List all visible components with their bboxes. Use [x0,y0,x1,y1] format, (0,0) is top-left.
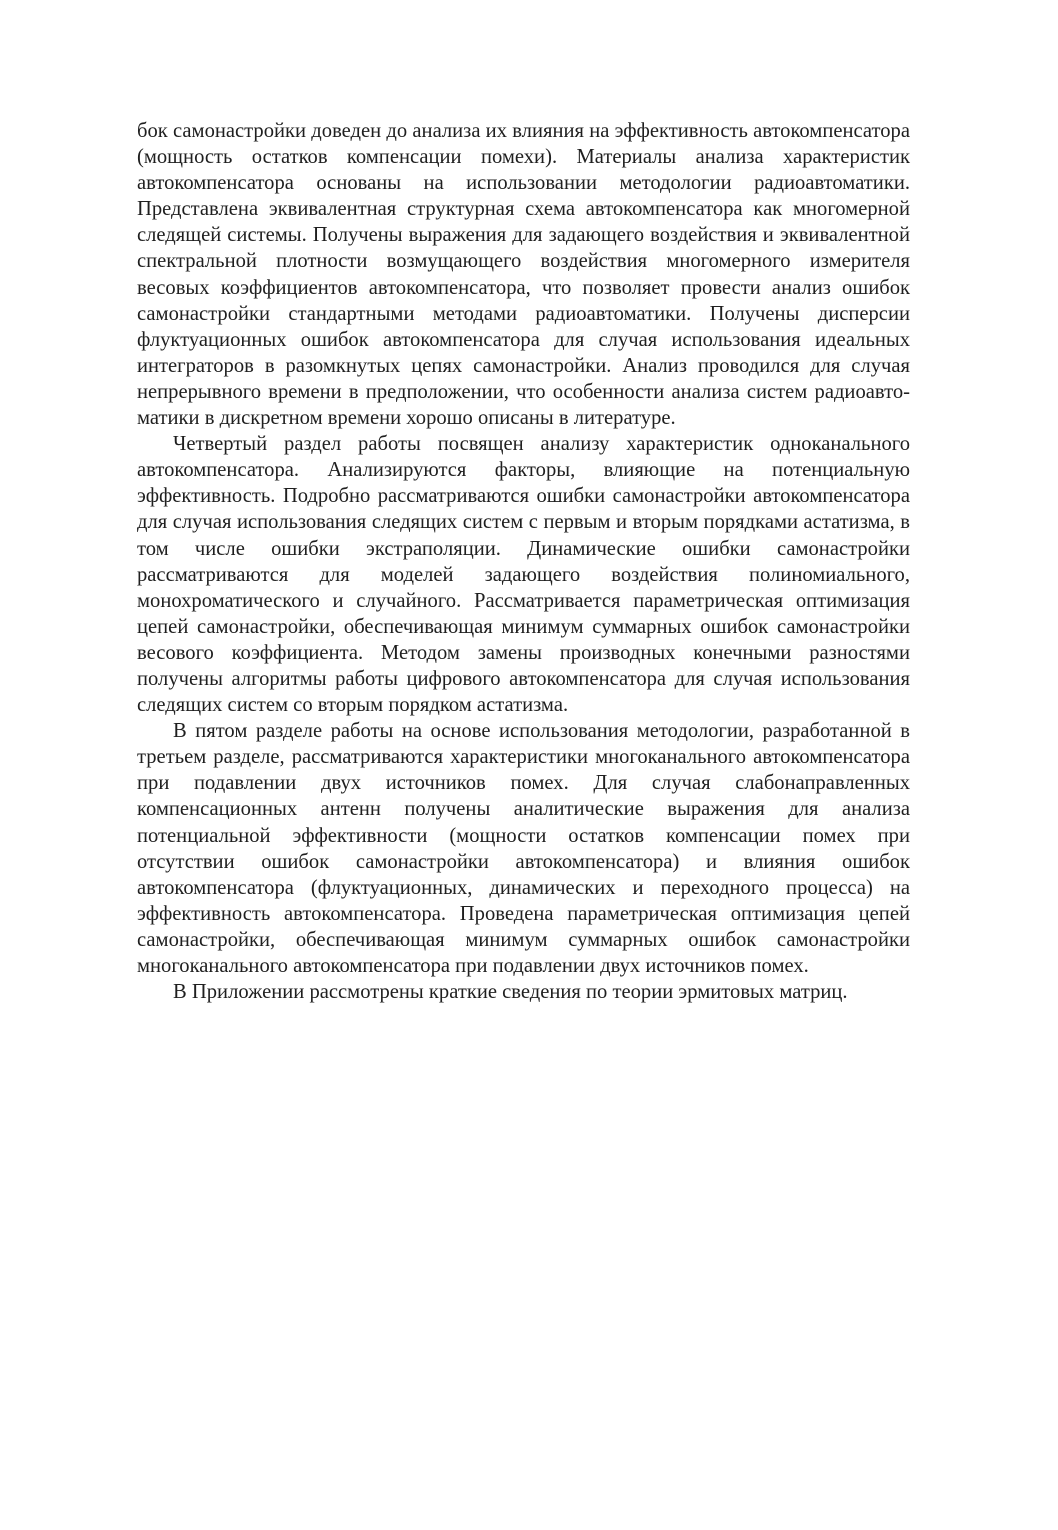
paragraph-continued: бок самонастройки доведен до анализа их влияния на эффективность автокомпенсатора (мощность остатков компенсации помехи). Материалы анализа характеристик автокомпенсатора основаны на использовании методологии радиоавтоматики. Представлена эквивалентная структурная схема автокомпенсатора как многомерной следящей системы. Получены выражения для задающего воздействия и эквивалентной спектральной плотности возмущающего воздействия многомерного измерителя весовых коэффициентов автокомпенсатора, что позволяет провести анализ ошибок самонастройки стандартными методами радиоавтоматики. Получены дисперсии флуктуационных ошибок автокомпенсатора для случая использования идеальных интеграторов в разомкнутых цепях самонастройки. Анализ проводился для случая непрерывного времени в предположении, что особенности анализа систем радиоавтоматики в дискретном времени хорошо описаны в литературе. [137,120,910,430]
paragraph-appendix: В Приложении рассмотрены краткие сведения по теории эрмитовых матриц. [173,981,848,1004]
body-text [137,118,910,1005]
paragraph-section-four: Четвертый раздел работы посвящен анализу характеристик одноканального автокомпенсатора. Анализируются факторы, влияющие на потенциальную эффективность. Подробно рассматриваются ошибки самонастройки автокомпенсатора для случая использования следящих систем с первым и вторым порядками астатизма, в том числе ошибки экстраполяции. Динамические ошибки самонастройки рассматриваются для моделей задающего воздействия полиномиального, монохроматического и случайного. Рассматривается параметрическая оптимизация цепей самонастройки, обеспечивающая минимум суммарных ошибок самонастройки весового коэффициента. Методом замены производных конечными разностями получены алгоритмы работы цифрового автокомпенсатора для случая использования следящих систем со вторым порядком астатизма. [137,433,910,717]
paragraph-section-five: В пятом разделе работы на основе использования методологии, разработанной в третьем разделе, рассматриваются характеристики многоканального автокомпенсатора при подавлении двух источников помех. Для случая слабонаправленных компенсационных антенн получены аналитические выражения для анализа потенциальной эффективности (мощности остатков компенсации помех при отсутствии ошибок самонастройки автокомпенсатора) и влияния ошибок автокомпенсатора (флуктуационных, динамических и переходного процесса) на эффективность автокомпенсатора. Проведена параметрическая оптимизация цепей самонастройки, обеспечивающая минимум суммарных ошибок самонастройки многоканального автокомпенсатора при подавлении двух источников помех. [137,720,910,977]
